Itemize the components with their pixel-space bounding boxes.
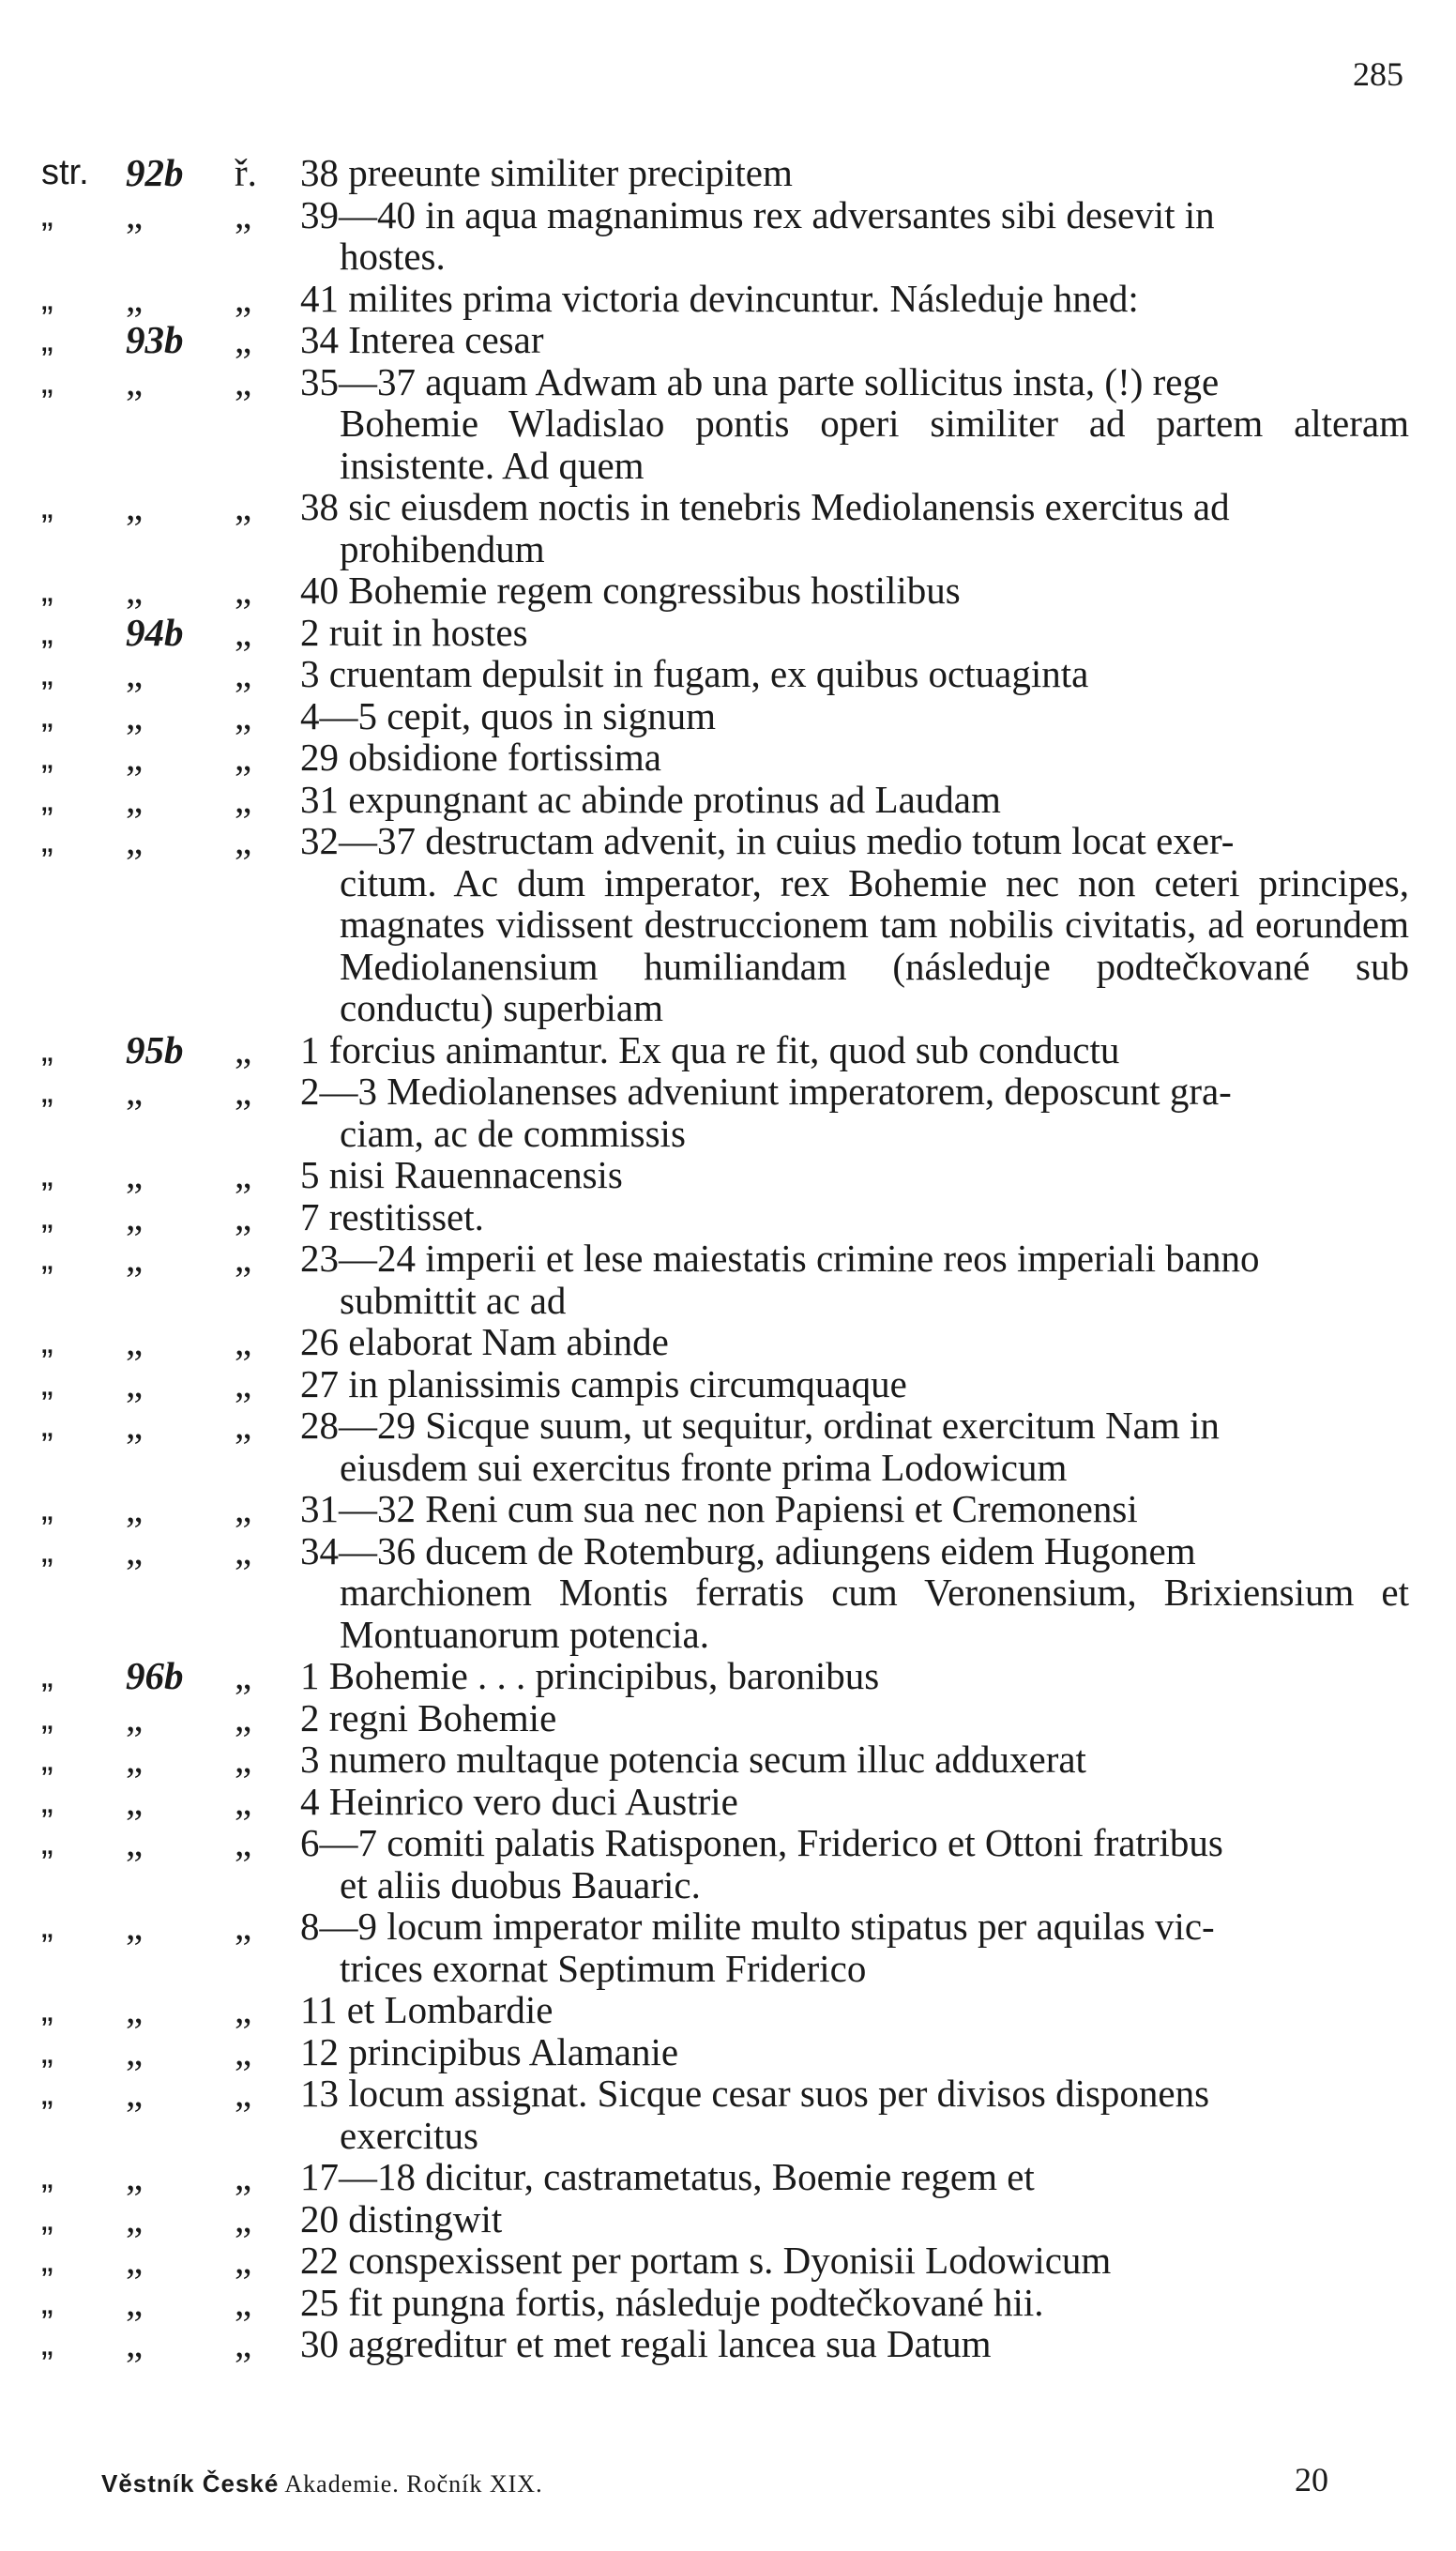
entry-text-continuation: exercitus [340,2113,478,2157]
entry-ref-line: „ [235,1320,252,1363]
entry-ref-page: 93b [126,318,184,361]
entry-text [300,1154,1409,1196]
entry-text [300,1697,1409,1739]
entry-ref-page: „ [126,1404,144,1447]
entry-ref-line: „ [235,693,252,737]
list-item [41,2156,1409,2198]
entry-text [300,2156,1409,2198]
entry-text-line: 3 numero multaque potencia secum illuc adduxerat [300,1738,1086,1781]
entry-ref-str: „ [41,1697,53,1738]
footer-journal-name: Věstník České [101,2469,280,2498]
entry-text-line: 32—37 destructam advenit, in cuius medio totum locat exer- [300,819,1235,862]
entry-text [300,1655,1409,1697]
entry-text-line: 35—37 aquam Adwam ab una parte sollicitus insta, (!) rege [300,359,1220,403]
entry-text-line: 34 Interea cesar [300,318,544,361]
list-item [41,486,1409,569]
entry-ref-page: „ [126,1361,144,1405]
entry-text-line: 23—24 imperii et lese maiestatis crimine reos imperiali banno [300,1237,1260,1280]
entry-text [300,361,1409,487]
entry-ref-line: „ [235,1988,252,2031]
entry-text-line: 27 in planissimis campis circumquaque [300,1361,907,1405]
entry-ref-line: „ [235,1821,252,1864]
entry-ref-line: „ [235,1738,252,1781]
list-item [41,1989,1409,2031]
entry-text-continuation: et aliis duobus Bauaric. [340,1862,701,1906]
entry-ref-line: „ [235,2072,252,2115]
entry-text-line: 1 forcius animantur. Ex qua re fit, quod sub conductu [300,1027,1120,1071]
entry-text-continuation: submittit ac ad [340,1278,567,1322]
entry-ref-str: „ [41,1530,53,1571]
entry-ref-line: „ [235,610,252,654]
list-item [41,1321,1409,1363]
entry-text-line: 41 milites prima victoria devincuntur. Následuje hned: [300,276,1139,320]
list-item [41,2198,1409,2240]
entry-text-continuation: hostes. [340,235,446,278]
entry-text-line: 12 principibus Alamanie [300,2029,679,2073]
list-item [41,2323,1409,2365]
entry-text-line: 4 Heinrico vero duci Austrie [300,1779,738,1823]
entry-text [300,2282,1409,2324]
entry-ref-line: „ [235,276,252,320]
entry-text [300,653,1409,695]
entry-text [300,2323,1409,2365]
entry-text-line: 40 Bohemie regem congressibus hostilibus [300,569,961,612]
entry-ref-line: „ [235,819,252,862]
entry-ref-str: „ [41,1906,53,1946]
list-item [41,2073,1409,2156]
list-item [41,319,1409,361]
entry-text [300,1488,1409,1530]
entry-text [300,1321,1409,1363]
entry-ref-page: „ [126,1070,144,1113]
entry-ref-str: „ [41,2157,53,2196]
entry-ref-str: „ [41,361,53,402]
entry-text [300,2240,1409,2282]
entry-ref-line: „ [235,1779,252,1823]
entry-ref-page: „ [126,276,144,320]
entry-ref-line: „ [235,1027,252,1071]
list-item [41,361,1409,487]
entry-text [300,1029,1409,1071]
entry-ref-str: „ [41,1739,53,1779]
entry-ref-str: „ [41,2324,53,2363]
entry-text [300,2031,1409,2073]
entry-ref-str: „ [41,278,53,318]
entry-ref-str: „ [41,1823,53,1862]
entry-ref-page: 95b [126,1027,184,1071]
entry-ref-str: „ [41,570,53,610]
entry-ref-page: „ [126,652,144,695]
entry-text-line: 31—32 Reni cum sua nec non Papiensi et Cremonensi [300,1487,1138,1530]
entry-ref-page: „ [126,1487,144,1530]
entry-text-line: 6—7 comiti palatis Ratisponen, Friderico et Ottoni fratribus [300,1821,1223,1864]
entry-ref-line: „ [235,652,252,695]
entry-ref-str: „ [41,1405,53,1445]
entry-text [300,1363,1409,1405]
entry-ref-page: „ [126,1988,144,2031]
list-item [41,1739,1409,1781]
entry-text-line: 28—29 Sicque suum, ut sequitur, ordinat exercitum Nam in [300,1404,1220,1447]
entry-text-line: 30 aggreditur et met regali lancea sua Datum [300,2322,992,2365]
entry-text-line: 34—36 ducem de Rotemburg, adiungens eidem Hugonem [300,1528,1196,1572]
list-item [41,653,1409,695]
entry-ref-line: „ [235,1153,252,1196]
list-item [41,278,1409,320]
entry-text-line: 5 nisi Rauennacensis [300,1153,623,1196]
entry-ref-page: 94b [126,610,184,654]
entry-text-line: 20 distingwit [300,2196,503,2240]
entry-ref-str: „ [41,1238,53,1278]
entry-ref-str: „ [41,320,53,359]
entry-ref-str: „ [41,612,53,652]
list-item [41,569,1409,612]
entry-text-line: 29 obsidione fortissima [300,736,661,779]
entry-text-line: 1 Bohemie . . . principibus, baronibus [300,1654,880,1697]
entry-ref-line: ř. [235,151,257,194]
entry-text-line: 2 ruit in hostes [300,610,528,654]
list-item [41,1906,1409,1989]
entry-ref-line: „ [235,2155,252,2198]
entry-ref-str: „ [41,2198,53,2239]
list-item [41,152,1409,194]
entry-text-line: 2—3 Mediolanenses adveniunt imperatorem, deposcunt gra- [300,1070,1232,1113]
list-item [41,1154,1409,1196]
entry-ref-page: „ [126,1528,144,1572]
list-item [41,612,1409,654]
entry-text-line: 26 elaborat Nam abinde [300,1320,669,1363]
entry-text-line: 7 restitisset. [300,1194,484,1238]
entry-ref-line: „ [235,1487,252,1530]
entry-ref-page: „ [126,1320,144,1363]
list-item [41,1405,1409,1488]
list-item [41,1196,1409,1238]
entry-text [300,569,1409,612]
list-item [41,1697,1409,1739]
list-item [41,194,1409,278]
entry-ref-page: „ [126,1695,144,1739]
entry-ref-page: „ [126,777,144,821]
entry-ref-page: „ [126,2196,144,2240]
footer-sheet-number: 20 [1295,2461,1328,2498]
entry-ref-line: „ [235,2322,252,2365]
entry-ref-line: „ [235,485,252,528]
entry-ref-line: „ [235,2280,252,2324]
list-item [41,1530,1409,1656]
entry-ref-page: „ [126,569,144,612]
entry-ref-line: „ [235,2029,252,2073]
entry-ref-page: 92b [126,151,184,194]
entry-ref-line: „ [235,777,252,821]
list-item [41,1655,1409,1697]
entry-text [300,1739,1409,1781]
list-item [41,736,1409,779]
entry-text-line: 22 conspexissent per portam s. Dyonisii Lodowicum [300,2239,1112,2282]
entry-text-continuation: Bohemie Wladislao pontis operi similiter ad partem alteram insistente. Ad quem [340,402,1409,487]
entry-ref-str: „ [41,1990,53,2029]
entry-ref-page: „ [126,2280,144,2324]
entry-ref-str: „ [41,821,53,860]
entry-ref-page: „ [126,693,144,737]
entry-ref-line: „ [235,736,252,779]
entry-ref-str: „ [41,1322,53,1361]
entry-ref-page: „ [126,2239,144,2282]
entry-text-continuation: eiusdem sui exercitus fronte prima Lodowicum [340,1445,1068,1489]
entry-ref-page: „ [126,2029,144,2073]
entry-ref-page: „ [126,736,144,779]
entry-ref-str: „ [41,1071,53,1111]
entry-text-line: 31 expungnant ac abinde protinus ad Laudam [300,777,1001,821]
entry-text-line: 11 et Lombardie [300,1988,554,2031]
entry-ref-str: „ [41,1489,53,1528]
entry-text [300,1238,1409,1321]
entry-ref-str: „ [41,695,53,736]
entry-text [300,486,1409,569]
collation-list [41,152,1409,2365]
entry-ref-page: „ [126,2155,144,2198]
entry-text-line: 25 fit pungna fortis, následuje podtečkované hii. [300,2280,1044,2324]
list-item [41,820,1409,1029]
entry-ref-str: „ [41,737,53,777]
entry-text [300,779,1409,821]
entry-text [300,319,1409,361]
list-item [41,779,1409,821]
entry-text-line: 2 regni Bohemie [300,1695,557,1739]
entry-ref-line: „ [235,2239,252,2282]
entry-ref-str: „ [41,1781,53,1821]
list-item [41,1363,1409,1405]
entry-text [300,194,1409,278]
entry-ref-line: „ [235,1361,252,1405]
list-item [41,2282,1409,2324]
entry-text-continuation: marchionem Montis ferratis cum Veronensium, Brixiensium et Montuanorum potencia. [340,1571,1409,1656]
entry-ref-line: „ [235,1528,252,1572]
entry-ref-page: „ [126,819,144,862]
entry-text [300,1906,1409,1989]
entry-ref-str: „ [41,194,53,235]
entry-ref-line: „ [235,2196,252,2240]
entry-ref-page: „ [126,2322,144,2365]
entry-ref-page: „ [126,1237,144,1280]
entry-ref-page: „ [126,1779,144,1823]
entry-ref-page: 96b [126,1654,184,1697]
entry-ref-str: „ [41,1196,53,1237]
list-item [41,2031,1409,2073]
entry-text [300,1781,1409,1823]
entry-text-line: 4—5 cepit, quos in signum [300,693,717,737]
entry-ref-line: „ [235,192,252,236]
entry-ref-line: „ [235,318,252,361]
entry-text [300,2073,1409,2156]
entry-ref-str: „ [41,1155,53,1194]
entry-text [300,612,1409,654]
entry-ref-line: „ [235,569,252,612]
entry-ref-str: „ [41,2282,53,2322]
entry-text-line: 3 cruentam depulsit in fugam, ex quibus octuaginta [300,652,1089,695]
entry-text-continuation: ciam, ac de commissis [340,1111,686,1155]
entry-ref-page: „ [126,359,144,403]
entry-text-line: 39—40 in aqua magnanimus rex adversantes sibi desevit in [300,192,1215,236]
entry-ref-str: „ [41,2031,53,2072]
entry-ref-str: „ [41,779,53,819]
entry-ref-line: „ [235,359,252,403]
entry-text [300,1822,1409,1906]
entry-ref-page: „ [126,1821,144,1864]
entry-text [300,820,1409,1029]
entry-text-line: 17—18 dicitur, castrametatus, Boemie regem et [300,2155,1035,2198]
entry-ref-page: „ [126,485,144,528]
list-item [41,1029,1409,1071]
entry-ref-line: „ [235,1194,252,1238]
entry-ref-line: „ [235,1070,252,1113]
footer-journal-volume: Akademie. Ročník XIX. [284,2470,543,2498]
list-item [41,2240,1409,2282]
entry-ref-page: „ [126,1153,144,1196]
entry-text [300,2198,1409,2240]
entry-ref-line: „ [235,1695,252,1739]
entry-text-line: 8—9 locum imperator milite multo stipatus per aquilas vic- [300,1905,1215,1948]
list-item [41,1488,1409,1530]
entry-text-line: 13 locum assignat. Sicque cesar suos per divisos disponens [300,2072,1210,2115]
entry-text-continuation: citum. Ac dum imperator, rex Bohemie nec non ceteri principes, magnates vidissent destruccionem tam nobilis civitatis, ad eorundem Mediolanensium humiliandam (následuje podtečkované sub conductu) superbiam [340,860,1409,1029]
list-item [41,1071,1409,1154]
entry-text [300,1196,1409,1238]
entry-ref-str: str. [41,153,89,192]
entry-ref-page: „ [126,2072,144,2115]
entry-text-continuation: prohibendum [340,526,545,570]
entry-text [300,278,1409,320]
entry-ref-line: „ [235,1905,252,1948]
entry-text [300,1989,1409,2031]
entry-ref-line: „ [235,1404,252,1447]
entry-text [300,736,1409,779]
entry-text [300,152,1409,194]
footer-journal [101,2469,543,2498]
entry-text [300,695,1409,737]
entry-ref-str: „ [41,1029,53,1070]
entry-ref-str: „ [41,1656,53,1695]
entry-text-continuation: trices exornat Septimum Friderico [340,1946,867,1990]
entry-ref-page: „ [126,1738,144,1781]
entry-ref-str: „ [41,2073,53,2113]
entry-text-line: 38 preeunte similiter precipitem [300,151,793,194]
list-item [41,1822,1409,1906]
entry-text [300,1530,1409,1656]
page-number: 285 [1353,55,1403,93]
entry-ref-line: „ [235,1237,252,1280]
entry-text-line: 38 sic eiusdem noctis in tenebris Mediolanensis exercitus ad [300,485,1230,528]
entry-ref-str: „ [41,1363,53,1404]
entry-ref-page: „ [126,1905,144,1948]
entry-ref-page: „ [126,192,144,236]
entry-ref-line: „ [235,1654,252,1697]
list-item [41,695,1409,737]
entry-ref-str: „ [41,2240,53,2280]
list-item [41,1238,1409,1321]
entry-ref-str: „ [41,487,53,526]
entry-ref-str: „ [41,654,53,693]
list-item [41,1781,1409,1823]
entry-text [300,1071,1409,1154]
entry-ref-page: „ [126,1194,144,1238]
entry-text [300,1405,1409,1488]
